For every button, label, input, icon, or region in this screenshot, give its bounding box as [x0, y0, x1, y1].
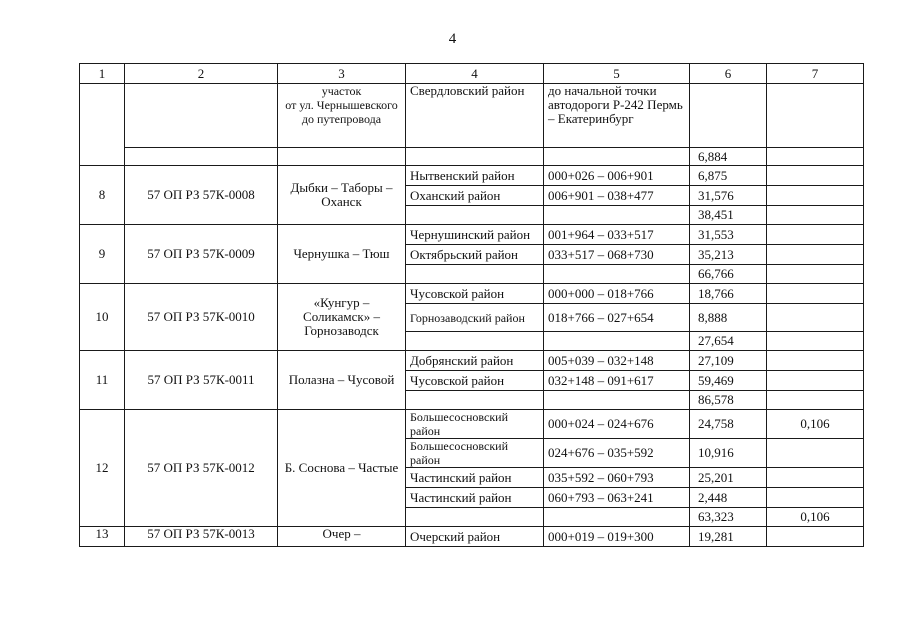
- cell-empty: [406, 206, 544, 225]
- extra-cell: [767, 166, 864, 186]
- road-name-cell: Очер –: [278, 527, 406, 547]
- section-cell: 005+039 – 032+148: [544, 351, 690, 371]
- header-cell: 1: [80, 64, 125, 84]
- cell-empty: [544, 206, 690, 225]
- cell-empty: [406, 265, 544, 284]
- district-cell: Горнозаводский район: [406, 304, 544, 332]
- cell-empty: [544, 391, 690, 410]
- section-cell: 032+148 – 091+617: [544, 371, 690, 391]
- total-length-cell: 27,654: [690, 332, 767, 351]
- district-cell: Октябрьский район: [406, 245, 544, 265]
- road-name-cell: Дыбки – Таборы – Оханск: [278, 166, 406, 225]
- section-cell: 006+901 – 038+477: [544, 186, 690, 206]
- length-cell: 19,281: [690, 527, 767, 547]
- total-extra-cell: [767, 332, 864, 351]
- district-cell: Большесосновский район: [406, 410, 544, 439]
- district-cell: Большесосновский район: [406, 439, 544, 468]
- district-cell: Свердловский район: [406, 84, 544, 148]
- length-cell: 24,758: [690, 410, 767, 439]
- length-cell: 2,448: [690, 488, 767, 508]
- header-cell: 6: [690, 64, 767, 84]
- district-cell: Частинский район: [406, 468, 544, 488]
- cell-empty: [406, 148, 544, 166]
- table-row: [80, 166, 864, 186]
- district-cell: Частинский район: [406, 488, 544, 508]
- section-cell: до начальной точки автодороги Р-242 Пермь – Екатеринбург: [544, 84, 690, 148]
- table-row: [80, 225, 864, 245]
- total-row: [80, 148, 864, 166]
- total-length-cell: 86,578: [690, 391, 767, 410]
- total-length-cell: 66,766: [690, 265, 767, 284]
- total-length-cell: 6,884: [690, 148, 767, 166]
- name-line: до путепровода: [301, 112, 382, 126]
- length-cell: 8,888: [690, 304, 767, 332]
- road-code-cell: 57 ОП РЗ 57К-0008: [125, 166, 278, 225]
- length-cell: 59,469: [690, 371, 767, 391]
- length-cell: 31,553: [690, 225, 767, 245]
- length-cell: 27,109: [690, 351, 767, 371]
- cell-empty: [278, 148, 406, 166]
- extra-cell: [767, 304, 864, 332]
- road-code-cell: 57 ОП РЗ 57К-0013: [125, 527, 278, 547]
- extra-cell: [767, 284, 864, 304]
- header-cell: 4: [406, 64, 544, 84]
- cell-empty: [767, 84, 864, 148]
- cell-empty: [544, 265, 690, 284]
- total-length-cell: 63,323: [690, 508, 767, 527]
- district-cell: Чусовской район: [406, 284, 544, 304]
- cell-empty: [544, 148, 690, 166]
- road-number-cell: 10: [80, 284, 125, 351]
- section-cell: 000+000 – 018+766: [544, 284, 690, 304]
- table-row: [80, 410, 864, 439]
- name-line: от ул. Чернышевского: [285, 98, 398, 112]
- extra-cell: [767, 468, 864, 488]
- section-cell: 033+517 – 068+730: [544, 245, 690, 265]
- length-cell: 31,576: [690, 186, 767, 206]
- road-code-cell: 57 ОП РЗ 57К-0009: [125, 225, 278, 284]
- section-cell: 024+676 – 035+592: [544, 439, 690, 468]
- extra-cell: 0,106: [767, 410, 864, 439]
- page-number: 4: [448, 31, 457, 47]
- cell-empty: [544, 332, 690, 351]
- cell-empty: [544, 508, 690, 527]
- road-name-cell: Чернушка – Тюш: [278, 225, 406, 284]
- extra-cell: [767, 245, 864, 265]
- table-row: [80, 527, 864, 547]
- cell-empty: [125, 84, 278, 148]
- header-cell: 2: [125, 64, 278, 84]
- district-cell: Оханский район: [406, 186, 544, 206]
- total-length-cell: 38,451: [690, 206, 767, 225]
- length-cell: 35,213: [690, 245, 767, 265]
- cell-empty: [406, 332, 544, 351]
- extra-cell: [767, 439, 864, 468]
- total-extra-cell: [767, 391, 864, 410]
- roads-table: [79, 63, 864, 547]
- road-name-cell: «Кунгур – Соликамск» – Горнозаводск: [278, 284, 406, 351]
- cell-empty: [690, 84, 767, 148]
- table-row: [80, 284, 864, 304]
- cell-empty: [125, 148, 278, 166]
- header-cell: 7: [767, 64, 864, 84]
- district-cell: Чусовской район: [406, 371, 544, 391]
- extra-cell: [767, 371, 864, 391]
- cell-empty: [80, 84, 125, 166]
- road-name-cell: Полазна – Чусовой: [278, 351, 406, 410]
- continuation-row: [80, 84, 864, 148]
- district-cell: Нытвенский район: [406, 166, 544, 186]
- extra-cell: [767, 488, 864, 508]
- header-cell: 3: [278, 64, 406, 84]
- length-cell: 10,916: [690, 439, 767, 468]
- district-cell: Добрянский район: [406, 351, 544, 371]
- section-cell: 035+592 – 060+793: [544, 468, 690, 488]
- road-code-cell: 57 ОП РЗ 57К-0012: [125, 410, 278, 527]
- section-cell: 001+964 – 033+517: [544, 225, 690, 245]
- total-extra-cell: [767, 206, 864, 225]
- road-number-cell: 9: [80, 225, 125, 284]
- length-cell: 18,766: [690, 284, 767, 304]
- cell-empty: [767, 148, 864, 166]
- section-cell: 000+024 – 024+676: [544, 410, 690, 439]
- extra-cell: [767, 527, 864, 547]
- road-code-cell: 57 ОП РЗ 57К-0011: [125, 351, 278, 410]
- road-number-cell: 13: [80, 527, 125, 547]
- district-cell: Чернушинский район: [406, 225, 544, 245]
- total-extra-cell: 0,106: [767, 508, 864, 527]
- length-cell: 6,875: [690, 166, 767, 186]
- extra-cell: [767, 186, 864, 206]
- cell-empty: [406, 391, 544, 410]
- extra-cell: [767, 351, 864, 371]
- length-cell: 25,201: [690, 468, 767, 488]
- section-cell: 060+793 – 063+241: [544, 488, 690, 508]
- section-cell: 000+019 – 019+300: [544, 527, 690, 547]
- table-body: [80, 64, 864, 547]
- road-name-cell: [278, 84, 406, 148]
- road-name-cell: Б. Соснова – Частые: [278, 410, 406, 527]
- road-number-cell: 8: [80, 166, 125, 225]
- name-line: участок: [321, 84, 362, 98]
- header-cell: 5: [544, 64, 690, 84]
- section-cell: 018+766 – 027+654: [544, 304, 690, 332]
- extra-cell: [767, 225, 864, 245]
- header-row: [80, 64, 864, 84]
- table-row: [80, 351, 864, 371]
- road-number-cell: 11: [80, 351, 125, 410]
- road-code-cell: 57 ОП РЗ 57К-0010: [125, 284, 278, 351]
- district-cell: Очерский район: [406, 527, 544, 547]
- cell-empty: [406, 508, 544, 527]
- road-number-cell: 12: [80, 410, 125, 527]
- total-extra-cell: [767, 265, 864, 284]
- section-cell: 000+026 – 006+901: [544, 166, 690, 186]
